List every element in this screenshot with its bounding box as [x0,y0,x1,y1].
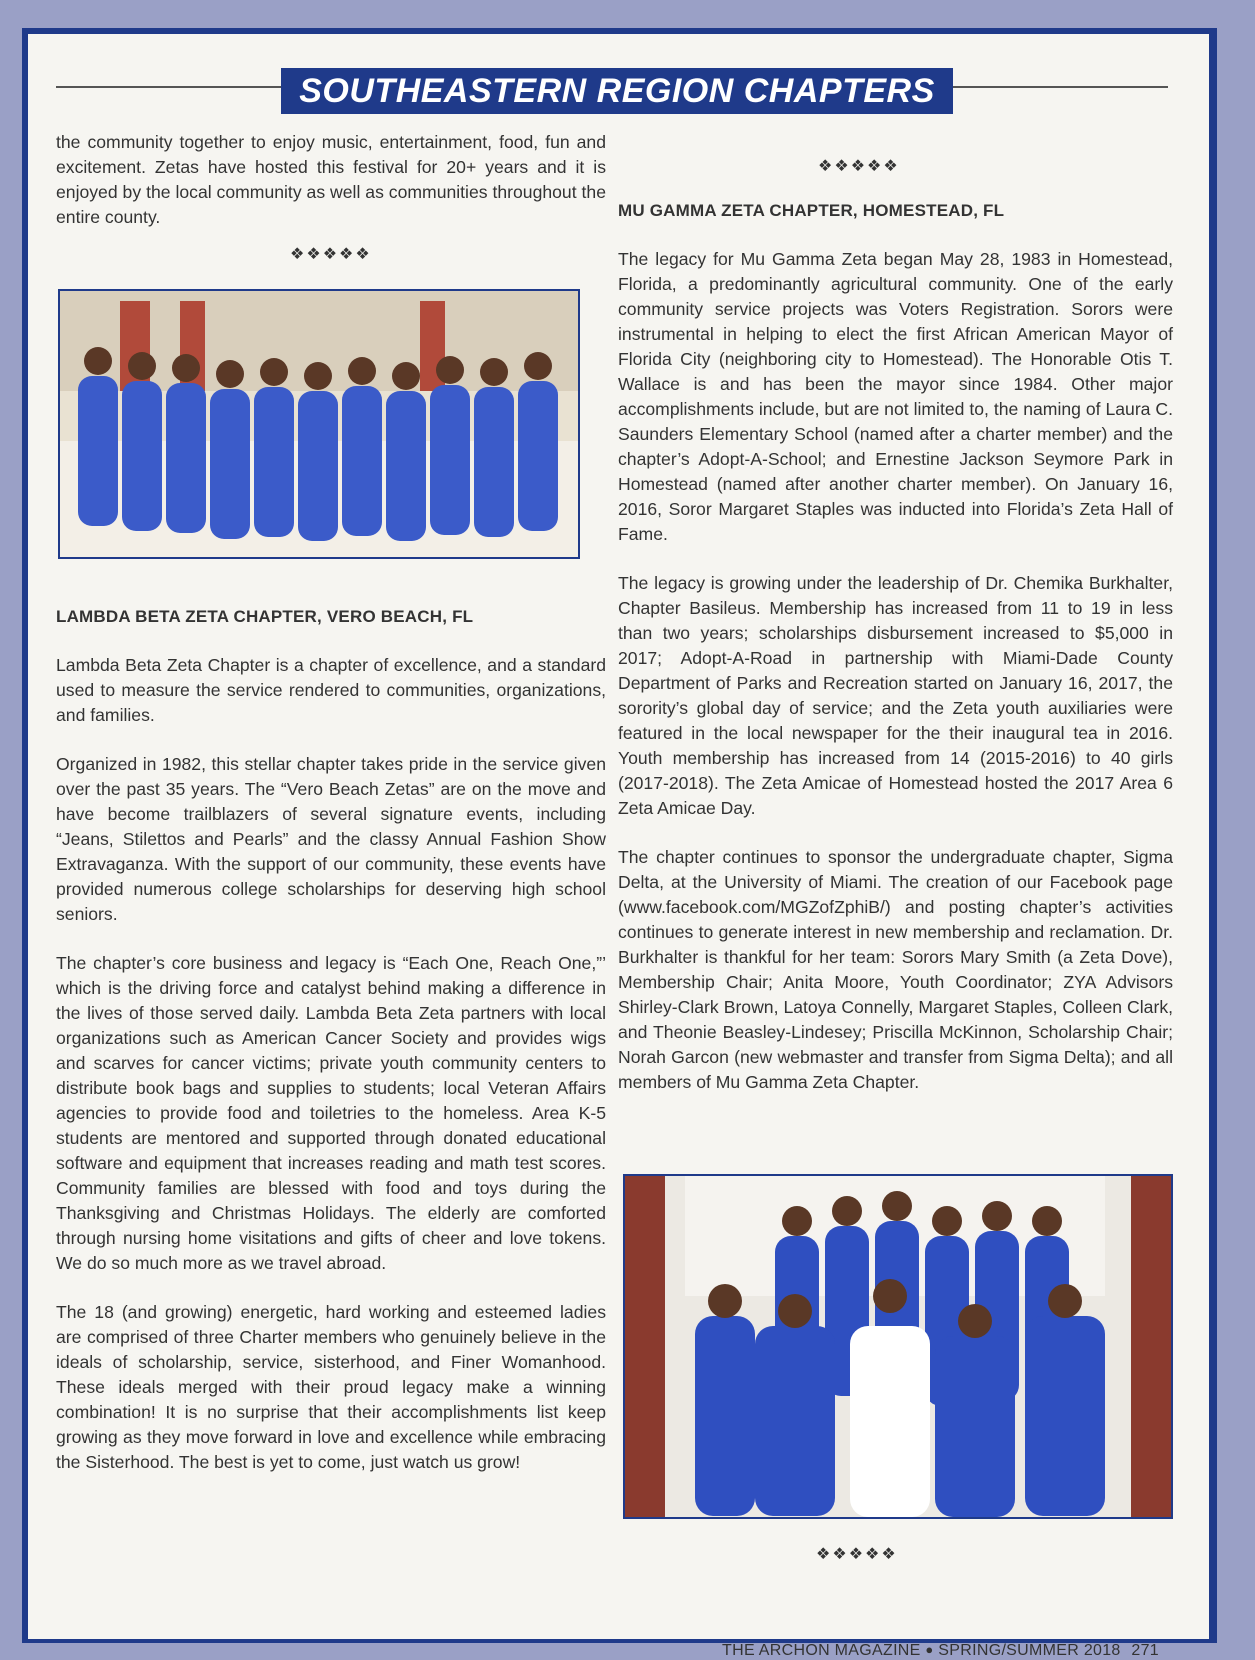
page-number: 271 [1131,1642,1159,1659]
group-photo-illustration-2 [625,1176,1171,1517]
magazine-name: THE ARCHON MAGAZINE [722,1642,921,1659]
left-intro [56,130,606,230]
left-paragraph-1: Lambda Beta Zeta Chapter is a chapter of excellence, and a standard used to measure the service rendered to communities, organizations, and families. [56,655,606,725]
header-rule-right [950,86,1168,88]
lambda-beta-zeta-heading: LAMBDA BETA ZETA CHAPTER, VERO BEACH, FL [56,607,474,626]
group-photo-illustration [60,291,578,557]
left-article [56,604,606,1475]
intro-paragraph: the community together to enjoy music, entertainment, food, fun and excitement. Zetas have hosted this festival for 20+ years and it is enjoyed by the local community as well as communities throughout the entire county. [56,132,606,227]
right-paragraph-1: The legacy for Mu Gamma Zeta began May 28, 1983 in Homestead, Florida, a predominantly agricultural community. One of the early community service projects was Voters Registration. Sorors were instrumental in helping to elect the first African American Mayor of Florida City (neighboring city to Homestead). The Honorable Otis T. Wallace is and has been the mayor since 1984. Other major accomplishments include, but are not limited to, the naming of Laura C. Saunders Elementary School (named after a charter member) and the chapter’s Adopt-A-School; and Ernestine Jackson Seymore Park in Homestead (named after another charter member). On January 16, 2016, Soror Margaret Staples was inducted into Florida’s Zeta Hall of Fame. [618,249,1173,544]
left-paragraph-4: The 18 (and growing) energetic, hard working and esteemed ladies are comprised of three Charter members who genuinely believe in the ideals of scholarship, service, sisterhood, and Finer Womanhood. These ideals merged with their proud legacy make a winning combination! It is no surprise that their accomplishments list keep growing as they move forward in love and excellence while embracing the Sisterhood. The best is yet to come, just watch us grow! [56,1302,606,1472]
mu-gamma-zeta-heading: MU GAMMA ZETA CHAPTER, HOMESTEAD, FL [618,201,1005,220]
header-rule-left [56,86,284,88]
page-title: SOUTHEASTERN REGION CHAPTERS [281,68,953,114]
issue-label: SPRING/SUMMER 2018 [938,1642,1121,1659]
ornament-divider: ❖❖❖❖❖ [290,246,372,263]
bullet-icon: ● [925,1642,934,1657]
left-paragraph-3: The chapter’s core business and legacy is “Each One, Reach One,”’ which is the driving force and catalyst behind making a difference in the lives of those served daily. Lambda Beta Zeta partners with local organizations such as American Cancer Society and provides wigs and scarves for cancer victims; private youth community centers to distribute book bags and supplies to students; local Veteran Affairs agencies to provide food and toiletries to the homeless. Area K-5 students are mentored and supported through donated educational software and equipment that increases reading and math test scores. Community families are blessed with food and toys during the Thanksgiving and Christmas Holidays. The elderly are comforted through nursing home visitations and gifts of cheer and love tokens. We do so much more as we travel abroad. [56,953,606,1273]
magazine-page [22,28,1217,1659]
right-paragraph-2: The legacy is growing under the leadership of Dr. Chemika Burkhalter, Chapter Basileus. Membership has increased from 11 to 19 in less than two years; scholarships disbursement increased to $5,000 in 2017; Adopt-A-Road in partnership with Miami-Dade County Department of Parks and Recreation started on January 16, 2017, the sorority’s global day of service; and the Zeta youth auxiliaries were featured in the local newspaper for the their inaugural tea in 2016. Youth membership has increased from 14 (2015-2016) to 40 girls (2017-2018). The Zeta Amicae of Homestead hosted the 2017 Area 6 Zeta Amicae Day. [618,573,1173,818]
lambda-beta-zeta-group-photo [58,289,580,559]
ornament-divider-bottom: ❖❖❖❖❖ [816,1546,898,1563]
left-paragraph-2: Organized in 1982, this stellar chapter takes pride in the service given over the past 35 years. The “Vero Beach Zetas” are on the move and have become trailblazers of several signature events, including “Jeans, Stilettos and Pearls” and the classy Annual Fashion Show Extravaganza. With the support of our community, these events have provided numerous college scholarships for deserving high school seniors. [56,754,606,924]
mu-gamma-zeta-group-photo [623,1174,1173,1519]
page-footer [722,1642,1159,1660]
right-paragraph-3: The chapter continues to sponsor the undergraduate chapter, Sigma Delta, at the University of Miami. The creation of our Facebook page (www.facebook.com/MGZofZphiB/) and posting chapter’s activities continues to generate interest in new membership and reclamation. Dr. Burkhalter is thankful for her team: Sorors Mary Smith (a Zeta Dove), Membership Chair; Anita Moore, Youth Coordinator; ZYA Advisors Shirley-Clark Brown, Latoya Connelly, Margaret Staples, Colleen Clark, and Theonie Beasley-Lindesey; Priscilla McKinnon, Scholarship Chair; Norah Garcon (new webmaster and transfer from Sigma Delta); and all members of Mu Gamma Zeta Chapter. [618,847,1173,1092]
right-article [618,198,1173,1095]
ornament-divider-top-right: ❖❖❖❖❖ [818,158,900,175]
